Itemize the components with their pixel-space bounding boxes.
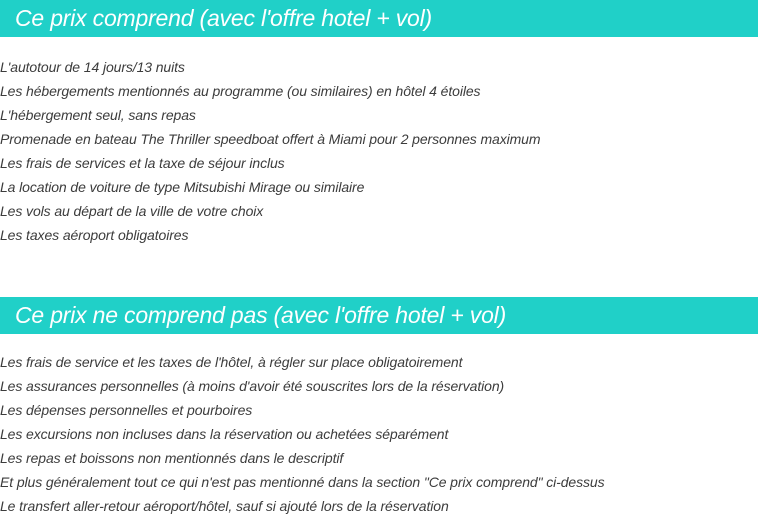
excluded-section [0, 297, 758, 518]
included-list-item: Les hébergements mentionnés au programme (ou similaires) en hôtel 4 étoiles [0, 83, 481, 99]
excluded-list [0, 350, 758, 518]
excluded-list-item: Les repas et boissons non mentionnés dans le descriptif [0, 450, 344, 466]
included-list-item: Les vols au départ de la ville de votre choix [0, 203, 264, 219]
excluded-list-item: Les frais de service et les taxes de l'hôtel, à régler sur place obligatoirement [0, 354, 463, 370]
excluded-list-item: Les assurances personnelles (à moins d'avoir été souscrites lors de la réservation) [0, 378, 505, 394]
excluded-section-title: Ce prix ne comprend pas (avec l'offre hotel + vol) [15, 302, 507, 328]
included-list-item: Promenade en bateau The Thriller speedboat offert à Miami pour 2 personnes maximum [0, 131, 541, 147]
excluded-list-item: Le transfert aller-retour aéroport/hôtel, sauf si ajouté lors de la réservation [0, 498, 449, 514]
included-list-item: Les taxes aéroport obligatoires [0, 227, 189, 243]
included-section-header [0, 0, 758, 37]
excluded-list-item: Les dépenses personnelles et pourboires [0, 402, 253, 418]
included-list-item: L'hébergement seul, sans repas [0, 107, 196, 123]
included-section-title: Ce prix comprend (avec l'offre hotel + vol) [15, 5, 433, 31]
excluded-list-item: Et plus généralement tout ce qui n'est pas mentionné dans la section "Ce prix comprend" ci-dessus [0, 474, 605, 490]
included-list-item: Les frais de services et la taxe de séjour inclus [0, 155, 285, 171]
included-list-item: L'autotour de 14 jours/13 nuits [0, 59, 185, 75]
included-list [0, 55, 758, 247]
included-section [0, 0, 758, 247]
excluded-list-item: Les excursions non incluses dans la réservation ou achetées séparément [0, 426, 449, 442]
excluded-section-header [0, 297, 758, 334]
included-list-item: La location de voiture de type Mitsubishi Mirage ou similaire [0, 179, 365, 195]
